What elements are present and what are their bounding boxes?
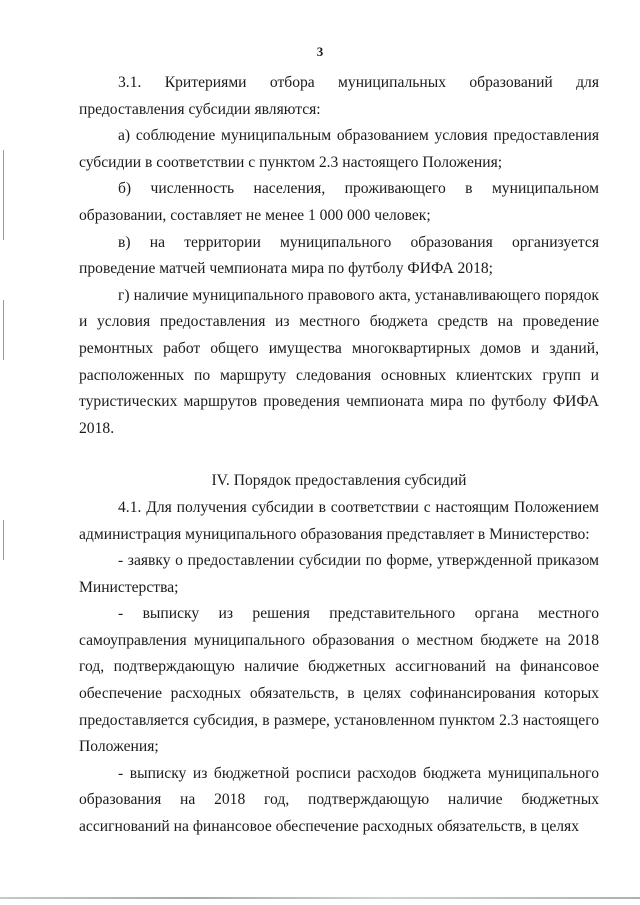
paragraph-criterion-b: б) численность населения, проживающего в муниципальном образовании, составляет не менее 1 000 000 человек;: [79, 180, 599, 224]
paragraph-application: - заявку о предоставлении субсидии по форме, утвержденной приказом Министерства;: [79, 552, 599, 596]
scan-edge-mark: [3, 150, 4, 240]
scan-edge-mark: [3, 300, 4, 360]
scan-bottom-edge: [0, 897, 640, 899]
paragraph-4-1: 4.1. Для получения субсидии в соответствии с настоящим Положением администрация муниципального образования представляет в Министерство:: [79, 498, 599, 543]
paragraph-criteria-intro: 3.1. Критериями отбора муниципальных образований для предоставления субсидии являются:: [79, 74, 599, 118]
paragraph-budget-decision-extract: - выписку из решения представительного органа местного самоуправления муниципального образования о местном бюджете на 2018 год, подтверждающую наличие бюджетных ассигнований на финансовое обеспечение расходных обязательств, в целях софинансирования которых предоставляется субсидия, в размере, установленном пунктом 2.3 настоящего Положения;: [79, 605, 599, 756]
scan-edge-mark: [3, 520, 4, 560]
paragraph-criterion-d: г) наличие муниципального правового акта, устанавливающего порядок и условия предоставления из местного бюджета средств на проведение ремонтных работ общего имущества многоквартирных домов и зданий, расположенных по маршруту следования основных клиентских групп и туристических маршрутов проведения чемпионата мира по футболу ФИФА 2018.: [79, 286, 599, 437]
document-body: [79, 70, 599, 841]
section-heading: IV. Порядок предоставления субсидий: [211, 472, 467, 490]
paragraph-budget-schedule-extract: - выписку из бюджетной росписи расходов бюджета муниципального образования на 2018 год, подтверждающую наличие бюджетных ассигнований на финансовое обеспечение расходных обязательств, в целях: [79, 764, 599, 836]
paragraph-criterion-c: в) на территории муниципального образования организуется проведение матчей чемпионата мира по футболу ФИФА 2018;: [79, 233, 599, 278]
page-number: 3: [316, 44, 324, 59]
paragraph-criterion-a: а) соблюдение муниципальным образованием условия предоставления субсидии в соответствии с пунктом 2.3 настоящего Положения;: [79, 127, 599, 171]
